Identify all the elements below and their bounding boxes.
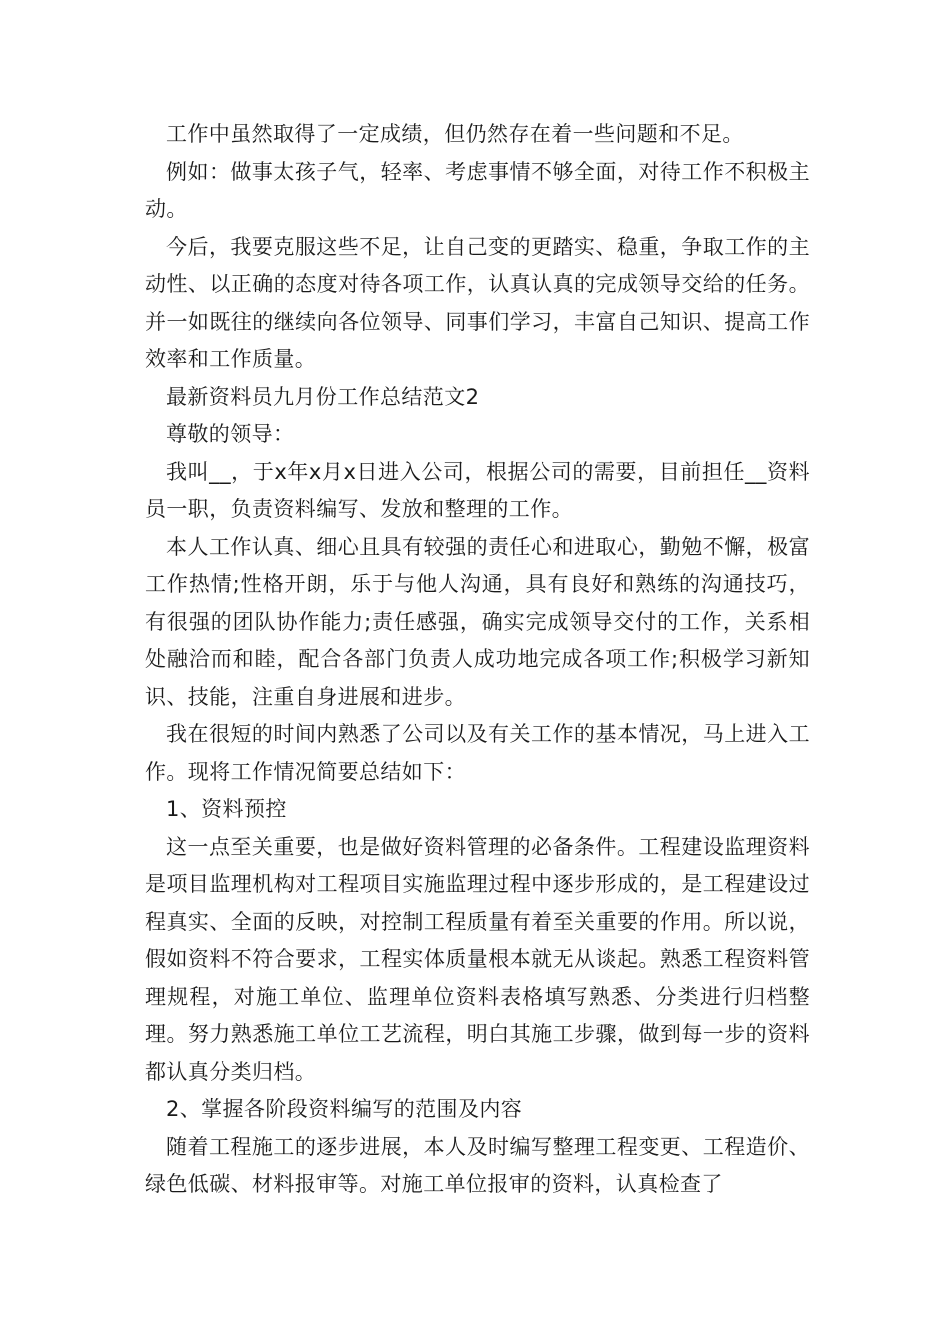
document-body: [145, 116, 810, 1204]
salutation: 尊敬的领导：: [166, 422, 295, 446]
heading-item-2: 2、掌握各阶段资料编写的范围及内容: [166, 1097, 523, 1121]
section-title: 最新资料员九月份工作总结范文2: [166, 384, 480, 409]
paragraph-shortcomings: 工作中虽然取得了一定成绩，但仍然存在着一些问题和不足。: [166, 122, 744, 146]
paragraph-self-assessment: 本人工作认真、细心且具有较强的责任心和进取心，勤勉不懈，极富工作热情;性格开朗，乐于与他人沟通，具有良好和熟练的沟通技巧，有很强的团队协作能力;责任感强，确实完成领导交付的工作，关系相处融洽而和睦，配合各部门负责人成功地完成各项工作;积极学习新知识、技能，注重自身进展和进步。: [145, 534, 810, 709]
paragraph-item-1: 这一点至关重要，也是做好资料管理的必备条件。工程建设监理资料是项目监理机构对工程项目实施监理过程中逐步形成的，是工程建设过程真实、全面的反映，对控制工程质量有着至关重要的作用。所以说，假如资料不符合要求，工程实体质量根本就无从谈起。熟悉工程资料管理规程，对施工单位、监理单位资料表格填写熟悉、分类进行归档整理。努力熟悉施工单位工艺流程，明白其施工步骤，做到每一步的资料都认真分类归档。: [145, 834, 810, 1084]
paragraph-example: 例如：做事太孩子气，轻率、考虑事情不够全面，对待工作不积极主动。: [145, 159, 810, 221]
heading-item-1: 1、资料预控: [166, 797, 287, 821]
paragraph-introduction: 我叫__，于x年x月x日进入公司，根据公司的需要，目前担任__资料员一职，负责资料编写、发放和整理的工作。: [145, 459, 810, 521]
paragraph-summary-intro: 我在很短的时间内熟悉了公司以及有关工作的基本情况，马上进入工作。现将工作情况简要总结如下：: [145, 722, 810, 784]
paragraph-item-2: 随着工程施工的逐步进展，本人及时编写整理工程变更、工程造价、绿色低碳、材料报审等。对施工单位报审的资料，认真检查了: [145, 1134, 810, 1196]
paragraph-future-plan: 今后，我要克服这些不足，让自己变的更踏实、稳重，争取工作的主动性、以正确的态度对待各项工作，认真认真的完成领导交给的任务。并一如既往的继续向各位领导、同事们学习，丰富自己知识、提高工作效率和工作质量。: [145, 234, 810, 371]
